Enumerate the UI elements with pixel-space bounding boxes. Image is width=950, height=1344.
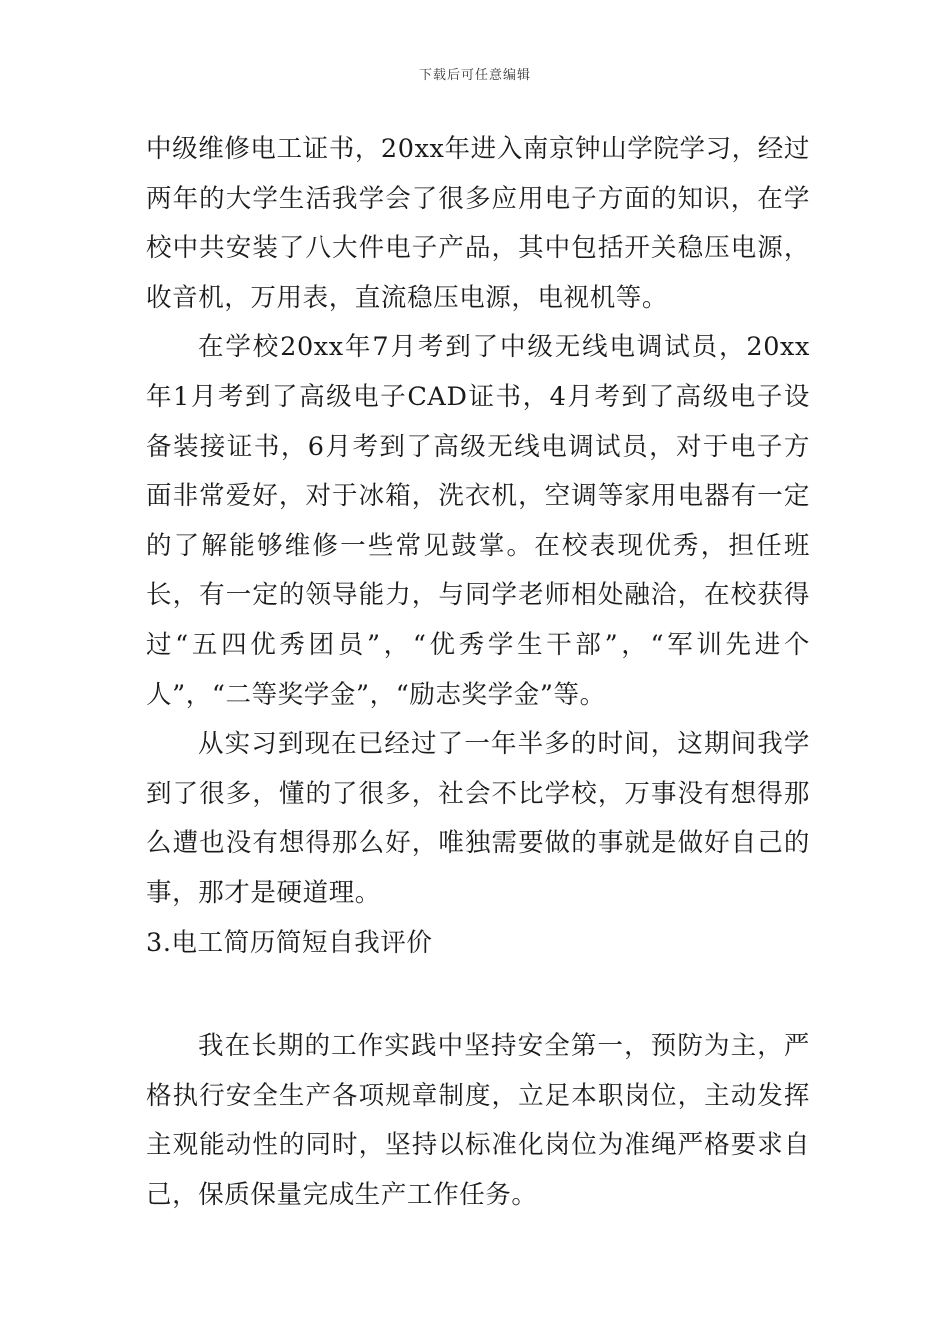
section-heading: 3.电工简历简短自我评价	[146, 927, 433, 958]
paragraph-self-evaluation: 我在长期的工作实践中坚持安全第一，预防为主，严格执行安全生产各项规章制度，立足本职岗位，主动发挥主观能动性的同时，坚持以标准化岗位为准绳严格要求自己，保质保量完成生产工作任务。	[146, 1031, 810, 1210]
paragraph-certificates: 在学校20xx年7月考到了中级无线电调试员，20xx年1月考到了高级电子CAD证书，4月考到了高级电子设备装接证书，6月考到了高级无线电调试员，对于电子方面非常爱好，对于冰箱，洗衣机，空调等家用电器有一定的了解能够维修一些常见鼓掌。在校表现优秀，担任班长，有一定的领导能力，与同学老师相处融洽，在校获得过“五四优秀团员”，“优秀学生干部”，“军训先进个人”，“二等奖学金”，“励志奖学金”等。	[146, 332, 810, 710]
page-header: 下载后可任意编辑	[418, 68, 531, 83]
paragraph-internship: 从实习到现在已经过了一年半多的时间，这期间我学到了很多，懂的了很多，社会不比学校，万事没有想得那么遭也没有想得那么好，唯独需要做的事就是做好自己的事，那才是硬道理。	[146, 729, 810, 908]
document-body	[146, 125, 810, 1220]
section-spacer	[146, 968, 810, 1022]
paragraph-education: 中级维修电工证书，20xx年进入南京钟山学院学习，经过两年的大学生活我学会了很多应用电子方面的知识，在学校中共安装了八大件电子产品，其中包括开关稳压电源，收音机，万用表，直流稳压电源，电视机等。	[146, 134, 810, 313]
